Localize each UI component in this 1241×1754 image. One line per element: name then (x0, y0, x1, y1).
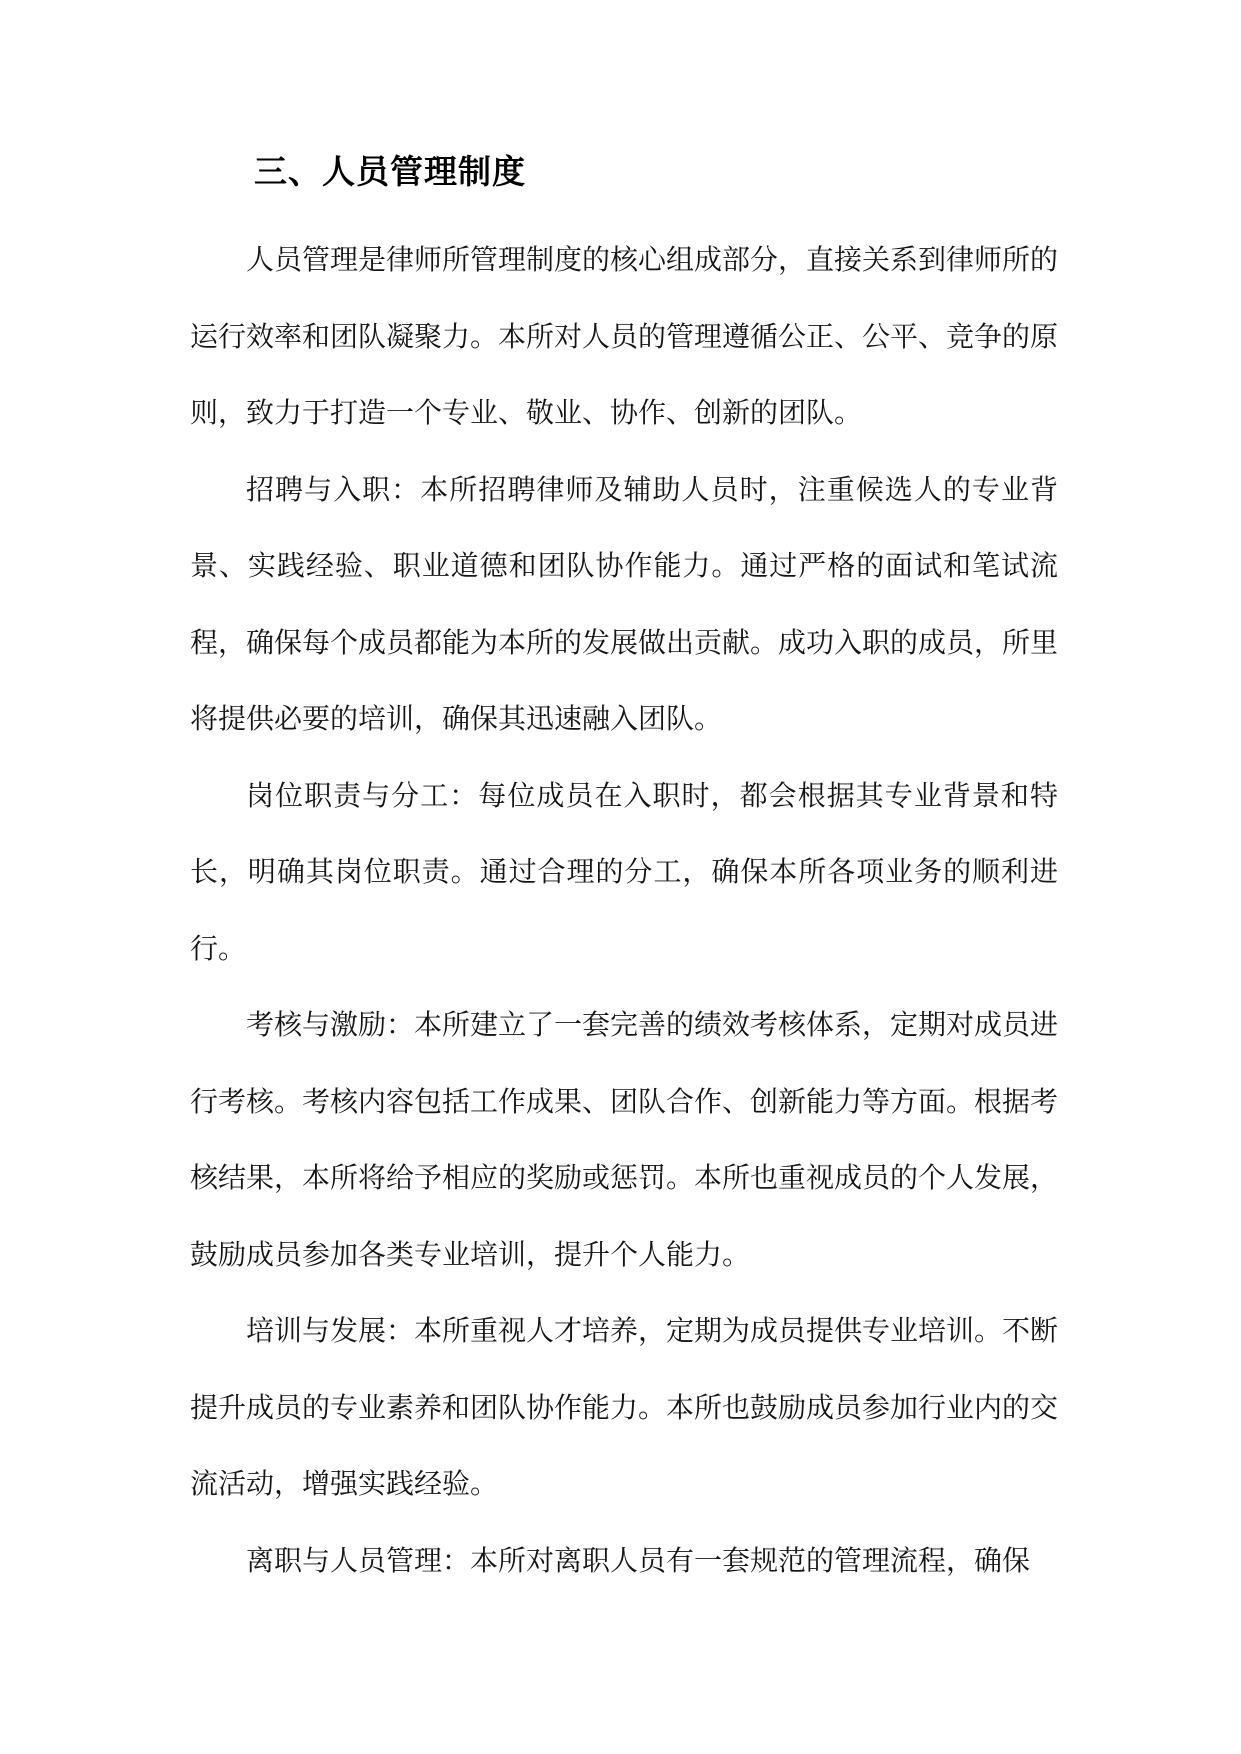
paragraph-recruitment: 招聘与入职：本所招聘律师及辅助人员时，注重候选人的专业背景、实践经验、职业道德和团队协作能力。通过严格的面试和笔试流程，确保每个成员都能为本所的发展做出贡献。成功入职的成员，所里将提供必要的培训，确保其迅速融入团队。 (190, 472, 1059, 735)
paragraph-intro: 人员管理是律师所管理制度的核心组成部分，直接关系到律师所的运行效率和团队凝聚力。本所对人员的管理遵循公正、公平、竞争的原则，致力于打造一个专业、敬业、协作、创新的团队。 (190, 243, 1059, 429)
paragraph-resignation: 离职与人员管理：本所对离职人员有一套规范的管理流程，确保 (246, 1543, 1031, 1577)
paragraph-assessment: 考核与激励：本所建立了一套完善的绩效考核体系，定期对成员进行考核。考核内容包括工作成果、团队合作、创新能力等方面。根据考核结果，本所将给予相应的奖励或惩罚。本所也重视成员的个人发展，鼓励成员参加各类专业培训，提升个人能力。 (190, 1008, 1059, 1271)
paragraph-responsibilities: 岗位职责与分工：每位成员在入职时，都会根据其专业背景和特长，明确其岗位职责。通过合理的分工，确保本所各项业务的顺利进行。 (190, 778, 1058, 965)
document-body (190, 148, 1058, 1599)
paragraph-training: 培训与发展：本所重视人才培养，定期为成员提供专业培训。不断提升成员的专业素养和团队协作能力。本所也鼓励成员参加行业内的交流活动，增强实践经验。 (190, 1314, 1059, 1500)
section-heading: 三、人员管理制度 (254, 152, 526, 191)
